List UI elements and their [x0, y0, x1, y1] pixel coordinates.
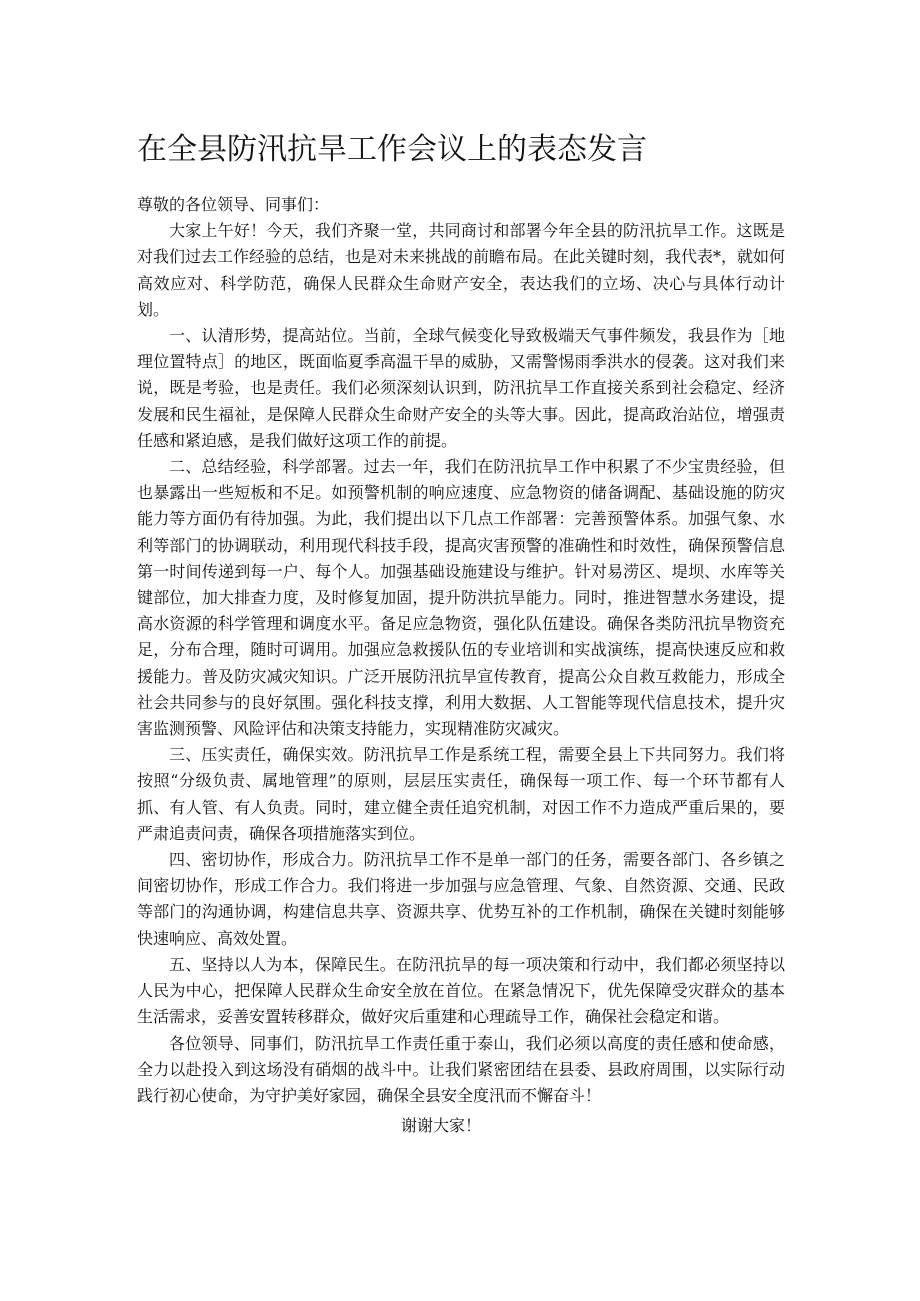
paragraph-section-3: 三、压实责任，确保实效。防汛抗旱工作是系统工程，需要全县上下共同努力。我们将按照“分级负责、属地管理”的原则，层层压实责任，确保每一项工作、每一个环节都有人抓、有人管、有人负责。同时，建立健全责任追究机制，对因工作不力造成严重后果的，要严肃追责问责，确保各项措施落实到位。 [137, 745, 785, 843]
paragraph-section-2: 二、总结经验，科学部署。过去一年，我们在防汛抗旱工作中积累了不少宝贵经验，但也暴露出一些短板和不足。如预警机制的响应速度、应急物资的储备调配、基础设施的防灾能力等方面仍有待加强。为此，我们提出以下几点工作部署：完善预警体系。加强气象、水利等部门的协调联动，利用现代科技手段，提高灾害预警的准确性和时效性，确保预警信息第一时间传递到每一户、每个人。加强基础设施建设与维护。针对易涝区、堤坝、水库等关键部位，加大排查力度，及时修复加固，提升防洪抗旱能力。同时，推进智慧水务建设，提高水资源的科学管理和调度水平。备足应急物资，强化队伍建设。确保各类防汛抗旱物资充足，分布合理，随时可调用。加强应急救援队伍的专业培训和实战演练，提高快速反应和救援能力。普及防灾减灾知识。广泛开展防汛抗旱宣传教育，提高公众自救互救能力，形成全社会共同参与的良好氛围。强化科技支撑，利用大数据、人工智能等现代信息技术，提升灾害监测预警、风险评估和决策支持能力，实现精准防灾减灾。 [137, 457, 785, 739]
paragraph-section-5: 五、坚持以人为本，保障民生。在防汛抗旱的每一项决策和行动中，我们都必须坚持以人民为中心，把保障人民群众生命安全放在首位。在紧急情况下，优先保障受灾群众的基本生活需求，妥善安置转移群众，做好灾后重建和心理疏导工作，确保社会稳定和谐。 [137, 954, 785, 1027]
paragraph-section-4: 四、密切协作，形成合力。防汛抗旱工作不是单一部门的任务，需要各部门、各乡镇之间密切协作，形成工作合力。我们将进一步加强与应急管理、气象、自然资源、交通、民政等部门的沟通协调，构建信息共享、资源共享、优势互补的工作机制，确保在关键时刻能够快速响应、高效处置。 [137, 850, 785, 948]
document-page [137, 120, 785, 1139]
paragraph-conclusion: 各位领导、同事们，防汛抗旱工作责任重于泰山，我们必须以高度的责任感和使命感，全力以赴投入到这场没有硝烟的战斗中。让我们紧密团结在县委、县政府周围，以实际行动践行初心使命，为守护美好家园，确保全县安全度汛而不懈奋斗！ [137, 1033, 785, 1105]
document-title: 在全县防汛抗旱工作会议上的表态发言 [137, 132, 647, 167]
paragraph-opening: 大家上午好！今天，我们齐聚一堂，共同商讨和部署今年全县的防汛抗旱工作。这既是对我们过去工作经验的总结，也是对未来挑战的前瞻布局。在此关键时刻，我代表*，就如何高效应对、科学防范，确保人民群众生命财产安全，表达我们的立场、决心与具体行动计划。 [137, 221, 786, 319]
salutation: 尊敬的各位领导、同事们： [137, 195, 330, 214]
closing-thanks: 谢谢大家！ [400, 1116, 481, 1136]
paragraph-section-1: 一、认清形势，提高站位。当前，全球气候变化导致极端天气事件频发，我县作为［地理位置特点］的地区，既面临夏季高温干旱的威胁，又需警惕雨季洪水的侵袭。这对我们来说，既是考验，也是责任。我们必须深刻认识到，防汛抗旱工作直接关系到社会稳定、经济发展和民生福祉，是保障人民群众生命财产安全的头等大事。因此，提高政治站位，增强责任感和紧迫感，是我们做好这项工作的前提。 [137, 326, 785, 450]
